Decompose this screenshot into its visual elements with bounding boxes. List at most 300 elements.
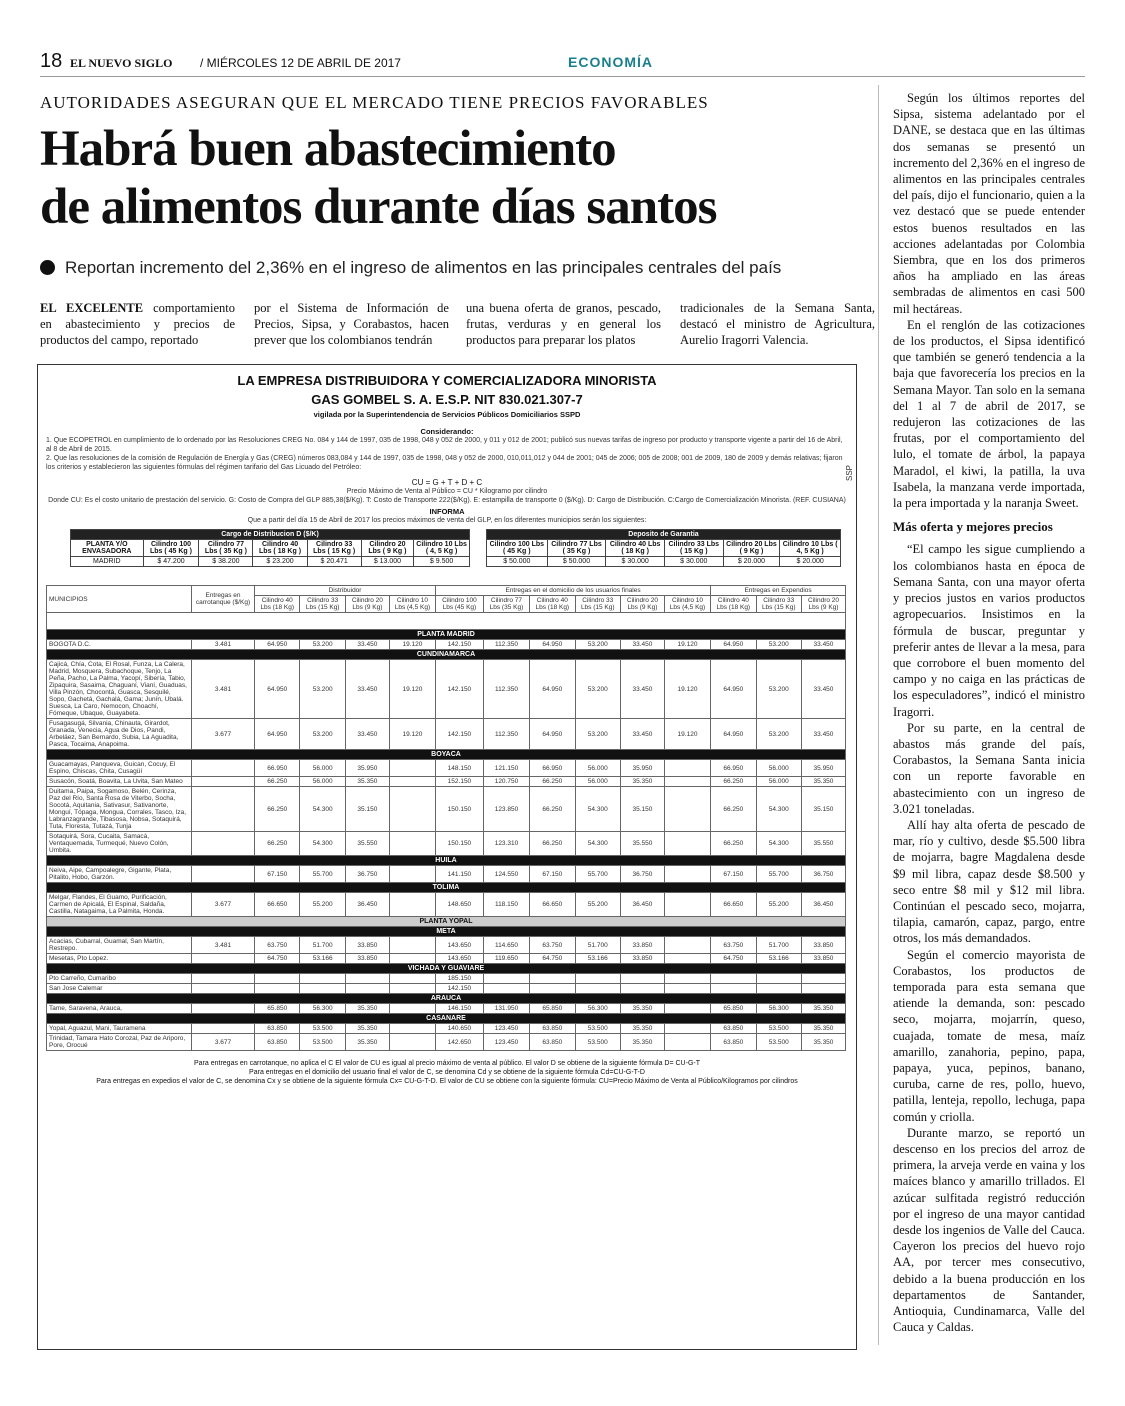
price-cell (192, 1024, 255, 1034)
table-row (47, 927, 846, 937)
price-cell: 51.700 (300, 937, 345, 954)
deposit-value: $ 30.000 (606, 557, 665, 567)
price-cell: 56.000 (756, 760, 801, 777)
region-band: META (47, 927, 846, 937)
price-cell: 53.200 (300, 640, 345, 650)
price-cell: 66.950 (255, 760, 300, 777)
column-header: Cilindro 33 Lbs (15 Kg) (300, 596, 345, 613)
price-cell: 114.650 (483, 937, 529, 954)
price-cell: 3.481 (192, 640, 255, 650)
price-cell (620, 974, 664, 984)
domicilio-header: Entregas en el domicilio de los usuarios finales (436, 586, 711, 596)
region-band: ARAUCA (47, 994, 846, 1004)
considerando-1: 1. Que ECOPETROL en cumplimiento de lo ordenado por las Resoluciones CREG No. 084 y 144 de 1997, 035 de 1998, 048 y 052 de 2000, y 011 y 012 de 2001; publicó sus nuevas tarifas de ingreso por producto y transporte vigente a partir del 16 de Abril, al 8 de Abril de 2015. (46, 437, 843, 453)
price-cell: 64.950 (530, 660, 575, 719)
municipality-cell: Trinidad, Tamara Hato Corozal, Paz de Ariporo, Pore, Orocué (47, 1034, 192, 1051)
price-cell: 35.550 (620, 832, 664, 856)
table-row (47, 1024, 846, 1034)
notice-title-2: GAS GOMBEL S. A. E.S.P. NIT 830.021.307-7 (311, 392, 583, 407)
price-cell: 55.200 (300, 893, 345, 917)
price-cell (664, 954, 710, 964)
table-row (47, 1014, 846, 1024)
price-cell: 35.350 (801, 1034, 845, 1051)
price-cell: 142.150 (436, 719, 484, 750)
price-cell: 185.150 (436, 974, 484, 984)
deposit-value: $ 50.000 (487, 557, 548, 567)
price-cell: 123.850 (483, 787, 529, 832)
municipality-cell: BOGOTA D.C. (47, 640, 192, 650)
region-band: VICHADA Y GUAVIARE (47, 964, 846, 974)
price-cell: 19.120 (389, 640, 435, 650)
price-cell (530, 974, 575, 984)
price-cell: 142.150 (436, 640, 484, 650)
price-cell (711, 984, 756, 994)
price-cell: 55.700 (575, 866, 620, 883)
price-cell: 64.950 (711, 640, 756, 650)
price-cell (389, 937, 435, 954)
table-row (47, 883, 846, 893)
price-cell: 146.150 (436, 1004, 484, 1014)
deposit-value: $ 30.000 (664, 557, 723, 567)
headline-line-1: Habrá buen abastecimiento (40, 121, 616, 177)
municipality-cell: Duitama, Paipa, Sogamoso, Belén, Cerinza, Paz del Río, Santa Rosa de Viterbo, Socha, Socotá, Aquitania, Sativasur, Sativanorte, Monguí, Tópaga, Mongua, Corrales, Tasco, Iza, Labranzagrande, Tibasosa, Nobsa, Sotaquirá, Tuta, Floresta, Tutazá, Tunja (47, 787, 192, 832)
price-cell: 53.500 (300, 1024, 345, 1034)
price-cell: 64.950 (530, 640, 575, 650)
price-cell: 121.150 (483, 760, 529, 777)
price-cell: 53.200 (575, 640, 620, 650)
price-cell: 54.300 (575, 832, 620, 856)
lead-col-2: por el Sistema de Información de Precios, Sipsa, y Corabastos, hacen prever que los colombianos tendrán (254, 301, 449, 347)
cargo-value: $ 13.000 (361, 557, 413, 567)
price-cell: 35.350 (620, 1004, 664, 1014)
price-cell: 56.000 (300, 777, 345, 787)
price-cell: 64.750 (530, 954, 575, 964)
table-row (47, 650, 846, 660)
price-cell: 35.950 (801, 760, 845, 777)
issue-date: / MIÉRCOLES 12 DE ABRIL DE 2017 (200, 56, 401, 70)
price-cell: 35.350 (801, 1024, 845, 1034)
price-cell: 55.200 (575, 893, 620, 917)
region-band: CUNDINAMARCA (47, 650, 846, 660)
municipality-cell: San Jose Calemar (47, 984, 192, 994)
price-cell: 148.150 (436, 760, 484, 777)
price-cell: 35.350 (620, 1024, 664, 1034)
price-cell: 36.750 (801, 866, 845, 883)
price-cell: 53.166 (756, 954, 801, 964)
price-cell: 56.000 (575, 760, 620, 777)
price-cell: 55.200 (756, 893, 801, 917)
column-header: Cilindro 20 Lbs (9 Kg) (345, 596, 389, 613)
deposit-header: Cilindro 33 Lbs ( 15 Kg ) (664, 540, 723, 557)
price-cell: 33.450 (801, 719, 845, 750)
column-header: Cilindro 10 Lbs (4,5 Kg) (664, 596, 710, 613)
footnote-2: Para entregas en el domicilio del usuario final el valor de C, se denomina Cd y se obtiene de la siguiente fórmula Cd=CU-G-T-D (249, 1069, 645, 1076)
column-header: Cilindro 20 Lbs (9 Kg) (620, 596, 664, 613)
price-cell: 19.120 (664, 640, 710, 650)
price-cell: 35.150 (620, 787, 664, 832)
price-cell: 35.950 (620, 760, 664, 777)
price-cell: 55.700 (756, 866, 801, 883)
price-cell: 65.850 (255, 1004, 300, 1014)
table-row (47, 994, 846, 1004)
page-header (40, 50, 1085, 77)
price-cell: 19.120 (389, 660, 435, 719)
expendios-header: Entregas en Expendios (711, 586, 846, 596)
municipality-cell: Pto Carreño, Cumaribo (47, 974, 192, 984)
price-cell: 120.750 (483, 777, 529, 787)
price-cell: 35.350 (345, 1024, 389, 1034)
price-cell: 55.700 (300, 866, 345, 883)
price-cell: 36.450 (345, 893, 389, 917)
price-cell: 64.950 (255, 660, 300, 719)
price-cell: 35.550 (801, 832, 845, 856)
bullet-icon (40, 260, 55, 275)
price-cell: 35.550 (345, 832, 389, 856)
notice-title-3: vigilada por la Superintendencia de Servicios Públicos Domiciliarios SSPD (313, 410, 581, 419)
price-cell: 53.200 (756, 660, 801, 719)
region-band: BOYACA (47, 750, 846, 760)
price-cell (620, 984, 664, 994)
subheadline (40, 258, 781, 278)
municipios-header: MUNICIPIOS (47, 586, 192, 613)
price-cell: 3.481 (192, 660, 255, 719)
price-cell (389, 1034, 435, 1051)
price-cell: 33.850 (345, 954, 389, 964)
table-row (47, 984, 846, 994)
price-cell: 3.677 (192, 1034, 255, 1051)
price-cell: 152.150 (436, 777, 484, 787)
ssp-logo: SSP (845, 465, 854, 482)
price-cell (664, 866, 710, 883)
price-cell (300, 984, 345, 994)
price-cell (575, 974, 620, 984)
price-cell: 53.166 (300, 954, 345, 964)
price-cell (389, 760, 435, 777)
considerando: Considerando: (420, 427, 474, 436)
municipality-cell: Cajicá, Chía, Cota, El Rosal, Funza, La Calera, Madrid, Mosquera, Subachoque, Tenjo, La Peña, Pacho, La Palma, Yacopí, Sibería, Tabio, Zipaquira, Sasaima, Chaguaní, Vianí, Guaduas, Villa Pinzón, Chocontá, Guasca, Sesquilé, Sopo, Gachetá, Gachalá, Gama; Junín, Ubalá. Suesca, La Caro, Nemocon, Choachí, Fómeque, Ubaque, Guayabeta. (47, 660, 192, 719)
headline-line-2: de alimentos durante días santos (40, 179, 717, 235)
price-cell: 118.150 (483, 893, 529, 917)
price-cell: 36.450 (801, 893, 845, 917)
price-cell (664, 1004, 710, 1014)
deposit-table (486, 529, 841, 567)
price-cell: 64.950 (711, 719, 756, 750)
deposit-header: Cilindro 100 Lbs ( 45 Kg ) (487, 540, 548, 557)
price-cell (530, 984, 575, 994)
considerando-2: 2. Que las resoluciones de la comisión de Regulación de Energía y Gas (CREG) números 083,084 y 144 de 1997, 035 de 1998, 048 y 052 de 2000, 010,011,012 y 044 de 2001; 045 de 2006; 005 de 2008; 001 de 2009, 180 de 2009 y demás relativas; fijaron los criterios y establecieron las siguientes fórmulas del régimen tarifario del Gas Licuado del Petróleo: (46, 455, 843, 471)
price-cell: 35.350 (345, 1034, 389, 1051)
price-cell: 36.750 (620, 866, 664, 883)
price-cell: 33.850 (345, 937, 389, 954)
price-cell (300, 974, 345, 984)
table-row (47, 750, 846, 760)
price-cell: 67.150 (530, 866, 575, 883)
price-cell: 53.200 (756, 640, 801, 650)
municipality-cell: Acacias, Cubarral, Guamal, San Martín, Restrepo. (47, 937, 192, 954)
price-cell: 65.850 (530, 1004, 575, 1014)
price-cell: 63.850 (711, 1024, 756, 1034)
price-cell: 142.650 (436, 1034, 484, 1051)
price-cell (664, 832, 710, 856)
price-cell: 35.350 (801, 777, 845, 787)
col-paragraph-4: Por su parte, en la central de abastos más grande del país, Corabastos, la Semana Santa inicia con un reporte favorable en abastecimiento con un ingreso de 3.021 toneladas. (893, 720, 1085, 816)
price-cell (664, 974, 710, 984)
price-cell: 56.000 (756, 777, 801, 787)
price-cell (483, 974, 529, 984)
column-header: Cilindro 40 Lbs (18 Kg) (530, 596, 575, 613)
notice-footnotes (38, 1059, 856, 1086)
price-cell: 64.950 (255, 719, 300, 750)
price-cell (192, 777, 255, 787)
column-header: Cilindro 77 Lbs (35 Kg) (483, 596, 529, 613)
price-cell: 54.300 (756, 832, 801, 856)
municipality-cell: Neiva, Aipe, Campoalegre, Gigante, Plata, Pitalito, Hobo, Garzón. (47, 866, 192, 883)
price-cell (664, 1024, 710, 1034)
formula: CU = G + T + D + C (411, 478, 483, 487)
price-cell: 64.750 (711, 954, 756, 964)
price-cell: 33.450 (345, 719, 389, 750)
price-cell: 66.250 (711, 787, 756, 832)
price-cell (664, 984, 710, 994)
column-header: Cilindro 10 Lbs (4,5 Kg) (389, 596, 435, 613)
price-cell: 123.310 (483, 832, 529, 856)
price-cell (664, 937, 710, 954)
price-cell (255, 984, 300, 994)
price-cell: 66.650 (255, 893, 300, 917)
price-cell (192, 832, 255, 856)
price-cell: 54.300 (756, 787, 801, 832)
deposit-header: Cilindro 77 Lbs ( 35 Kg ) (547, 540, 606, 557)
price-cell (389, 787, 435, 832)
price-cell: 56.000 (300, 760, 345, 777)
price-cell: 56.300 (575, 1004, 620, 1014)
price-cell: 150.150 (436, 787, 484, 832)
price-cell: 123.450 (483, 1034, 529, 1051)
table-row (47, 640, 846, 650)
price-cell (192, 954, 255, 964)
col-paragraph-1: Según los últimos reportes del Sipsa, sistema adelantado por el DANE, se destaca que en las últimas dos semanas se presentó un incremento del 2,36% en el ingreso de alimentos en las principales centrales del país, dijo el funcionario, quien a la vez destacó que se puede entender estos buenos resultados en las acciones adelantadas por Colombia Siembra, que en los dos primeros años ha ampliado en las áreas sembradas de alimentos en casi 500 mil hectáreas. (893, 91, 1085, 316)
price-cell: 119.650 (483, 954, 529, 964)
region-band: HUILA (47, 856, 846, 866)
price-cell: 33.850 (620, 937, 664, 954)
price-cell: 51.700 (756, 937, 801, 954)
table-row (47, 760, 846, 777)
price-cell (192, 1004, 255, 1014)
cargo-header: PLANTA Y/O ENVASADORA (71, 540, 144, 557)
price-cell: 64.950 (255, 640, 300, 650)
price-cell: 35.350 (345, 1004, 389, 1014)
price-cell: 53.500 (756, 1034, 801, 1051)
price-cell: 66.250 (255, 832, 300, 856)
price-cell (664, 777, 710, 787)
price-cell: 3.481 (192, 937, 255, 954)
table-row (47, 856, 846, 866)
price-cell (664, 893, 710, 917)
column-header: Cilindro 20 Lbs (9 Kg) (801, 596, 845, 613)
deposit-value: $ 50.000 (547, 557, 606, 567)
price-cell: 148.650 (436, 893, 484, 917)
price-cell: 141.150 (436, 866, 484, 883)
carrotanque-header: Entregas en carrotanque ($/Kg) (192, 586, 255, 613)
column-header: Cilindro 33 Lbs (15 Kg) (575, 596, 620, 613)
cargo-header: Cilindro 100 Lbs ( 45 Kg ) (143, 540, 199, 557)
gas-price-notice (37, 364, 857, 1350)
col-subhead: Más oferta y mejores precios (893, 519, 1053, 535)
distribution-charge-table (70, 529, 470, 567)
subheadline-text: Reportan incremento del 2,36% en el ingreso de alimentos en las principales centrales del país (65, 258, 782, 277)
price-cell: 33.450 (620, 719, 664, 750)
price-table (46, 585, 846, 1051)
price-cell (801, 984, 845, 994)
table-row (47, 954, 846, 964)
notice-title-1: LA EMPRESA DISTRIBUIDORA Y COMERCIALIZADORA MINORISTA (237, 373, 657, 388)
price-cell: 63.850 (255, 1034, 300, 1051)
page-number: 18 (40, 50, 63, 72)
price-cell: 66.250 (530, 832, 575, 856)
price-cell: 66.950 (530, 760, 575, 777)
price-cell (389, 954, 435, 964)
table-row (47, 1004, 846, 1014)
price-cell: 63.750 (711, 937, 756, 954)
column-header: Cilindro 40 Lbs (18 Kg) (711, 596, 756, 613)
price-cell (389, 1024, 435, 1034)
deposit-value: $ 20.000 (723, 557, 780, 567)
price-cell: 19.120 (389, 719, 435, 750)
price-cell: 53.500 (300, 1034, 345, 1051)
price-cell: 3.677 (192, 893, 255, 917)
price-cell: 142.150 (436, 660, 484, 719)
table-row (47, 937, 846, 954)
price-cell (389, 893, 435, 917)
cargo-value: $ 9.500 (414, 557, 470, 567)
municipality-cell: Fusagasugá, Silvania, Chinauta, Girardot, Granada, Venecia, Agua de Dios, Pandi, Arbeláez, San Bernardo, Subia, La Aguadita, Pasca, Tocaima, Anapoima. (47, 719, 192, 750)
price-cell: 53.200 (575, 719, 620, 750)
price-cell: 53.166 (575, 954, 620, 964)
formula-where: Donde CU: Es el costo unitario de prestación del servicio. G: Costo de Compra del GLP 885,38($/Kg). T: Costo de Transporte 222($/Kg). E: estampilla de transporte 0 ($/Kg). D: Cargo de Distribución. C:Cargo de Comercialización Minorista. (REF. CUSIANA) (48, 497, 846, 504)
lead-dropcap: EL EXCELENTE (40, 301, 144, 315)
cargo-value: $ 20.471 (307, 557, 361, 567)
price-cell: 63.850 (711, 1034, 756, 1051)
table-row (47, 1034, 846, 1051)
column-header: Cilindro 100 Lbs (45 Kg) (436, 596, 484, 613)
table-row (47, 964, 846, 974)
lead-text-1: comportamiento en abastecimiento y precios de productos del campo, reportado (40, 301, 236, 347)
price-cell (575, 984, 620, 994)
price-cell: 3.677 (192, 719, 255, 750)
price-cell: 63.850 (530, 1034, 575, 1051)
price-cell (801, 974, 845, 984)
price-cell (389, 832, 435, 856)
price-cell: 66.950 (711, 760, 756, 777)
price-cell: 35.350 (345, 777, 389, 787)
price-cell: 19.120 (664, 719, 710, 750)
region-band: CASANARE (47, 1014, 846, 1024)
cargo-value: $ 47.200 (143, 557, 199, 567)
price-cell: 36.450 (620, 893, 664, 917)
col-paragraph-2: En el renglón de las cotizaciones de los productos, el Sipsa identificó que también se generó tendencia a la baja que favorecería los precios en la Semana Mayor. Tan solo en la semana del 1 al 7 de abril de 2017, se redujeron las cotizaciones de las frutas, por el comportamiento del lulo, el tomate de árbol, la papaya Maradol, el kiwi, la patilla, la uva Isabela, la manzana verde importada, la pera importada y la naranja Sweet. (893, 317, 1085, 511)
deposit-header: Cilindro 20 Lbs ( 9 Kg ) (723, 540, 780, 557)
price-cell (389, 866, 435, 883)
price-cell: 33.850 (620, 954, 664, 964)
col-paragraph-6: Según el comercio mayorista de Corabastos, los productos de temporada para esta semana que atiende la demanda, son: pescado seco, mojarra, mojarrín, queso, cuajada, tomate de mesa, maíz amarillo, zanahoria, pepino, papa, papaya, yuca, pepinos, banano, curuba, carne de res, pollo, huevo, patilla, lenteja, repollo, lechuga, papa común y criolla. (893, 947, 1085, 1124)
col-paragraph-7: Durante marzo, se reportó un descenso en los precios del arroz de primera, la arveja verde en vaina y los maíces blanco y amarillo trillados. El azúcar sulfitada registró reducción por el ingreso de una mayor cantidad desde los ingenios de Valle del Cauca. Cayeron los precios del huevo rojo AA, por tercer mes consecutivo, debido a la buena producción en los departamentos de Santander, Antioquia, Cundinamarca, Valle del Cauca y Caldas. (893, 1125, 1085, 1335)
price-cell: 54.300 (300, 832, 345, 856)
price-cell: 54.300 (300, 787, 345, 832)
price-cell: 33.850 (801, 954, 845, 964)
price-cell (664, 1034, 710, 1051)
municipality-cell: Tame, Saravena, Arauca, (47, 1004, 192, 1014)
lead-col-1 (40, 300, 235, 348)
price-cell: 35.150 (345, 787, 389, 832)
price-cell (192, 866, 255, 883)
price-cell: 35.350 (620, 1034, 664, 1051)
informa: INFORMA (429, 507, 465, 516)
deposit-header: Cilindro 40 Lbs ( 18 Kg ) (606, 540, 665, 557)
kicker: AUTORIDADES ASEGURAN QUE EL MERCADO TIENE PRECIOS FAVORABLES (40, 93, 709, 112)
table-row (47, 787, 846, 832)
price-cell: 33.450 (801, 660, 845, 719)
table-row (47, 893, 846, 917)
price-cell: 131.950 (483, 1004, 529, 1014)
cargo-header: Cilindro 77 Lbs ( 35 Kg ) (199, 540, 253, 557)
price-cell: 53.200 (756, 719, 801, 750)
cargo-header: Cilindro 33 Lbs ( 15 Kg ) (307, 540, 361, 557)
table-row (47, 719, 846, 750)
cargo-value: $ 23.200 (253, 557, 307, 567)
price-cell: 66.250 (711, 777, 756, 787)
price-cell (345, 974, 389, 984)
table-row (47, 917, 846, 927)
price-cell: 112.350 (483, 660, 529, 719)
column-header: Cilindro 33 Lbs (15 Kg) (756, 596, 801, 613)
price-cell (192, 974, 255, 984)
price-cell: 53.500 (575, 1034, 620, 1051)
municipality-cell: Mesetas, Pto Lopez. (47, 954, 192, 964)
cargo-value: $ 38.200 (199, 557, 253, 567)
table-row (47, 660, 846, 719)
lead-col-3: una buena oferta de granos, pescado, frutas, verduras y en general los productos para preparar los platos (466, 301, 661, 347)
price-cell (389, 984, 435, 994)
right-column (893, 90, 1085, 1335)
municipality-cell: Sotaquirá, Sora, Cucaita, Samacá, Ventaquemada, Turmequé, Nuevo Colón, Umbita. (47, 832, 192, 856)
col-paragraph-5: Allí hay alta oferta de pescado de mar, río y cultivo, desde $5.500 libra de mojarra, bagre Magdalena desde $9 mil libra, capaz desde $8.500 y seco entre $8 mil y $12 mil libra. Continúan el pescado seco, mojarra, tilapia, camarón, capaz, pargo, entre otros, los más demandados. (893, 817, 1085, 946)
column-header: Cilindro 40 Lbs (18 Kg) (255, 596, 300, 613)
region-band: PLANTA YOPAL (47, 917, 846, 927)
price-cell: 65.850 (711, 1004, 756, 1014)
price-cell: 140.650 (436, 1024, 484, 1034)
price-cell: 66.650 (711, 893, 756, 917)
price-cell: 64.950 (530, 719, 575, 750)
price-cell (192, 787, 255, 832)
deposit-header: Cilindro 10 Lbs ( 4, 5 Kg ) (780, 540, 841, 557)
table-row (47, 777, 846, 787)
price-cell: 143.650 (436, 937, 484, 954)
table-row (47, 630, 846, 640)
price-cell (664, 787, 710, 832)
price-cell: 35.150 (801, 787, 845, 832)
price-cell: 112.350 (483, 640, 529, 650)
price-cell: 53.500 (756, 1024, 801, 1034)
footnote-3: Para entregas en expedios el valor de C, se denomina Cx y se obtiene de la siguiente fórmula Cx= CU-G-T-D. El valor de CU se obtiene con la siguiente fórmula: CU=Precio Máximo de Venta al Público/Kilogramos por cilindros (96, 1078, 798, 1085)
price-cell: 67.150 (255, 866, 300, 883)
deposit-value: $ 20.000 (780, 557, 841, 567)
cargo-header: Cilindro 10 Lbs ( 4, 5 Kg ) (414, 540, 470, 557)
price-cell: 33.450 (345, 640, 389, 650)
column-divider (878, 85, 879, 1345)
price-cell: 33.850 (801, 937, 845, 954)
price-cell (192, 760, 255, 777)
price-cell: 35.950 (345, 760, 389, 777)
